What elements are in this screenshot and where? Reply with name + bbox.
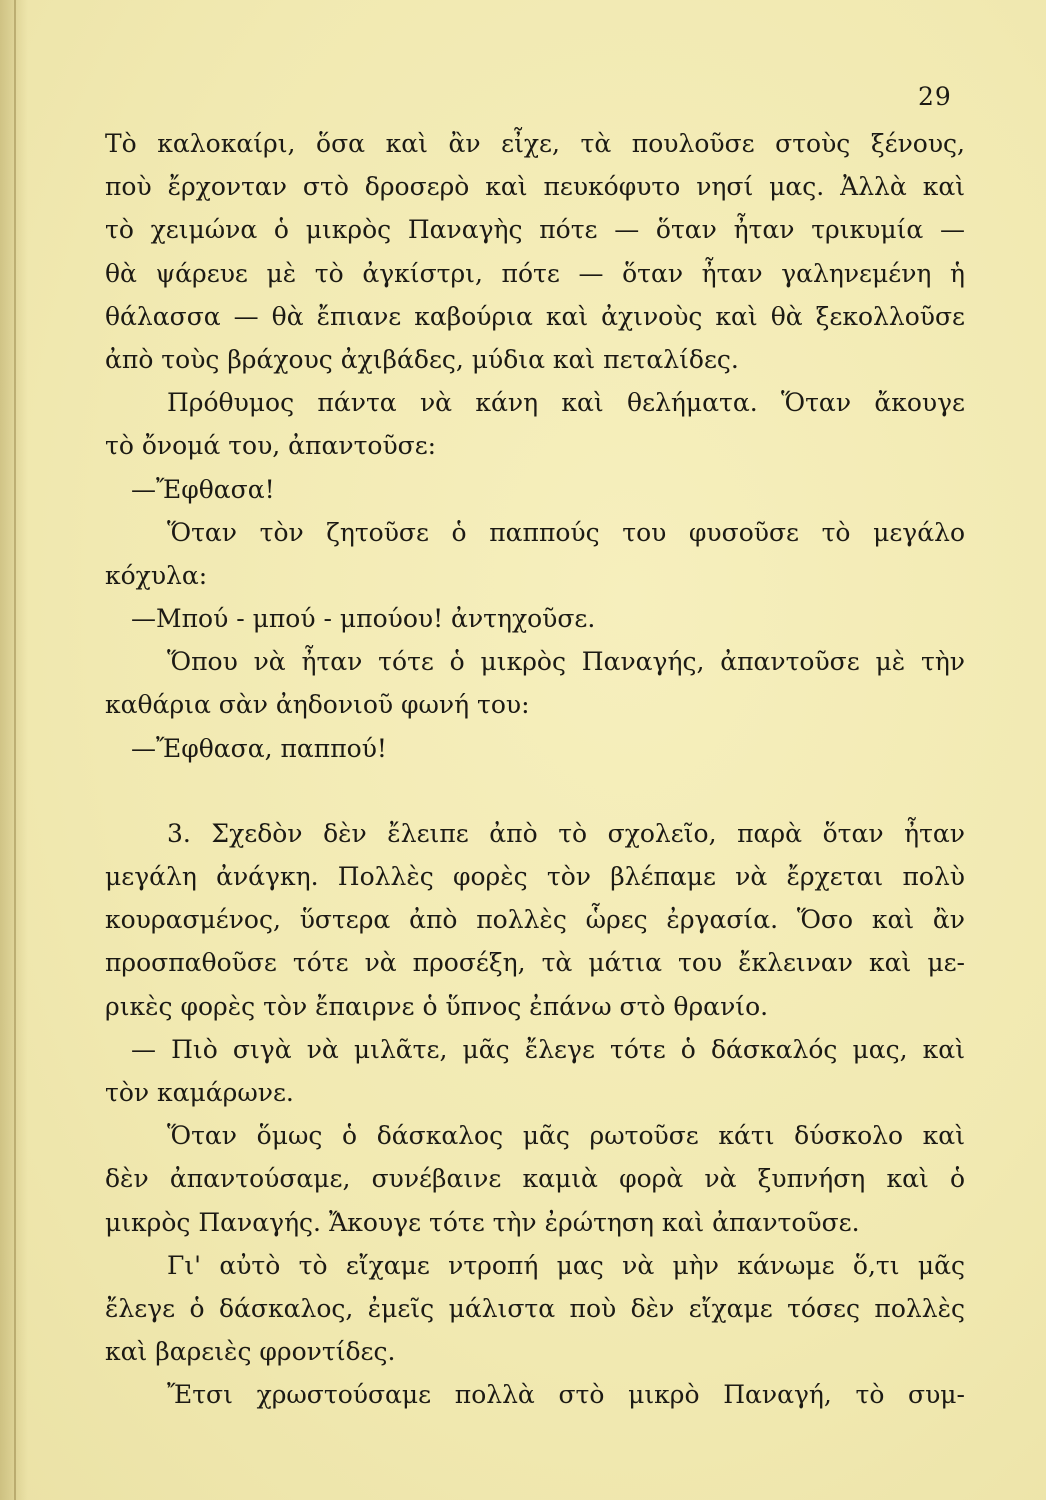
dialogue-line: —Ἔφθασα! xyxy=(131,474,275,504)
text-line: τὸ χειμώνα ὁ μικρὸς Παναγὴς πότε — ὅταν ἦταν τρικυμία — xyxy=(105,215,965,245)
text-line: Ὅταν τὸν ζητοῦσε ὁ παππούς του φυσοῦσε τὸ μεγάλο xyxy=(167,517,965,547)
text-line: θάλασσα — θὰ ἔπιανε καβούρια καὶ ἀχινοὺς καὶ θὰ ξεκολλοῦσε xyxy=(105,301,965,331)
text-line: δὲν ἀπαντούσαμε, συνέβαινε καμιὰ φορὰ νὰ ξυπνήση καὶ ὁ xyxy=(105,1164,965,1194)
text-line: ἀπὸ τοὺς βράχους ἀχιβάδες, μύδια καὶ πεταλίδες. xyxy=(105,344,739,374)
text-line: μικρὸς Παναγής. Ἄκουγε τότε τὴν ἐρώτηση καὶ ἀπαντοῦσε. xyxy=(105,1207,860,1237)
section-line: 3. Σχεδὸν δὲν ἔλειπε ἀπὸ τὸ σχολεῖο, παρὰ ὅταν ἦταν xyxy=(167,818,965,848)
text-line: θὰ ψάρευε μὲ τὸ ἀγκίστρι, πότε — ὅταν ἦταν γαληνεμένη ἡ xyxy=(105,258,965,288)
text-line: κόχυλα: xyxy=(105,560,208,590)
dialogue-line: —Ἔφθασα, παππού! xyxy=(131,733,387,763)
page-number: 29 xyxy=(918,82,952,111)
dialogue-line: — Πιὸ σιγὰ νὰ μιλᾶτε, μᾶς ἔλεγε τότε ὁ δάσκαλός μας, καὶ xyxy=(131,1034,965,1064)
text-line: μεγάλη ἀνάγκη. Πολλὲς φορὲς τὸν βλέπαμε νὰ ἔρχεται πολὺ xyxy=(105,862,965,891)
body-text xyxy=(105,122,965,1416)
binding-edge xyxy=(14,0,16,1500)
text-line: ρικὲς φορὲς τὸν ἔπαιρνε ὁ ὕπνος ἐπάνω στὸ θρανίο. xyxy=(105,991,769,1021)
text-line: κουρασμένος, ὕστερα ἀπὸ πολλὲς ὧρες ἐργασία. Ὅσο καὶ ἂν xyxy=(105,905,965,935)
text-line: καθάρια σὰν ἀηδονιοῦ φωνή του: xyxy=(105,690,530,720)
text-line: Ἔτσι χρωστούσαμε πολλὰ στὸ μικρὸ Παναγή, τὸ συμ- xyxy=(167,1380,965,1410)
text-line: τὸν καμάρωνε. xyxy=(105,1077,294,1107)
section-gap xyxy=(105,770,965,812)
text-line: Ὅταν ὅμως ὁ δάσκαλος μᾶς ρωτοῦσε κάτι δύσκολο καὶ xyxy=(167,1121,965,1151)
text-line: Τὸ καλοκαίρι, ὅσα καὶ ἂν εἶχε, τὰ πουλοῦσε στοὺς ξένους, xyxy=(105,129,965,158)
text-line: Γι' αὐτὸ τὸ εἴχαμε ντροπή μας νὰ μὴν κάνωμε ὅ,τι μᾶς xyxy=(167,1250,965,1280)
text-line: Πρόθυμος πάντα νὰ κάνη καὶ θελήματα. Ὅταν ἄκουγε xyxy=(167,388,965,418)
text-line: Ὅπου νὰ ἦταν τότε ὁ μικρὸς Παναγής, ἀπαντοῦσε μὲ τὴν xyxy=(167,647,965,677)
text-line: προσπαθοῦσε τότε νὰ προσέξη, τὰ μάτια του ἔκλειναν καὶ με- xyxy=(105,948,965,978)
text-line: ποὺ ἔρχονταν στὸ δροσερὸ καὶ πευκόφυτο νησί μας. Ἀλλὰ καὶ xyxy=(105,172,965,202)
text-line: καὶ βαρειὲς φροντίδες. xyxy=(105,1337,396,1367)
dialogue-line: —Μπού - μπού - μπούου! ἀντηχοῦσε. xyxy=(131,604,596,634)
text-line: τὸ ὄνομά του, ἀπαντοῦσε: xyxy=(105,431,437,461)
text-line: ἔλεγε ὁ δάσκαλος, ἐμεῖς μάλιστα ποὺ δὲν εἴχαμε τόσες πολλὲς xyxy=(105,1293,965,1323)
